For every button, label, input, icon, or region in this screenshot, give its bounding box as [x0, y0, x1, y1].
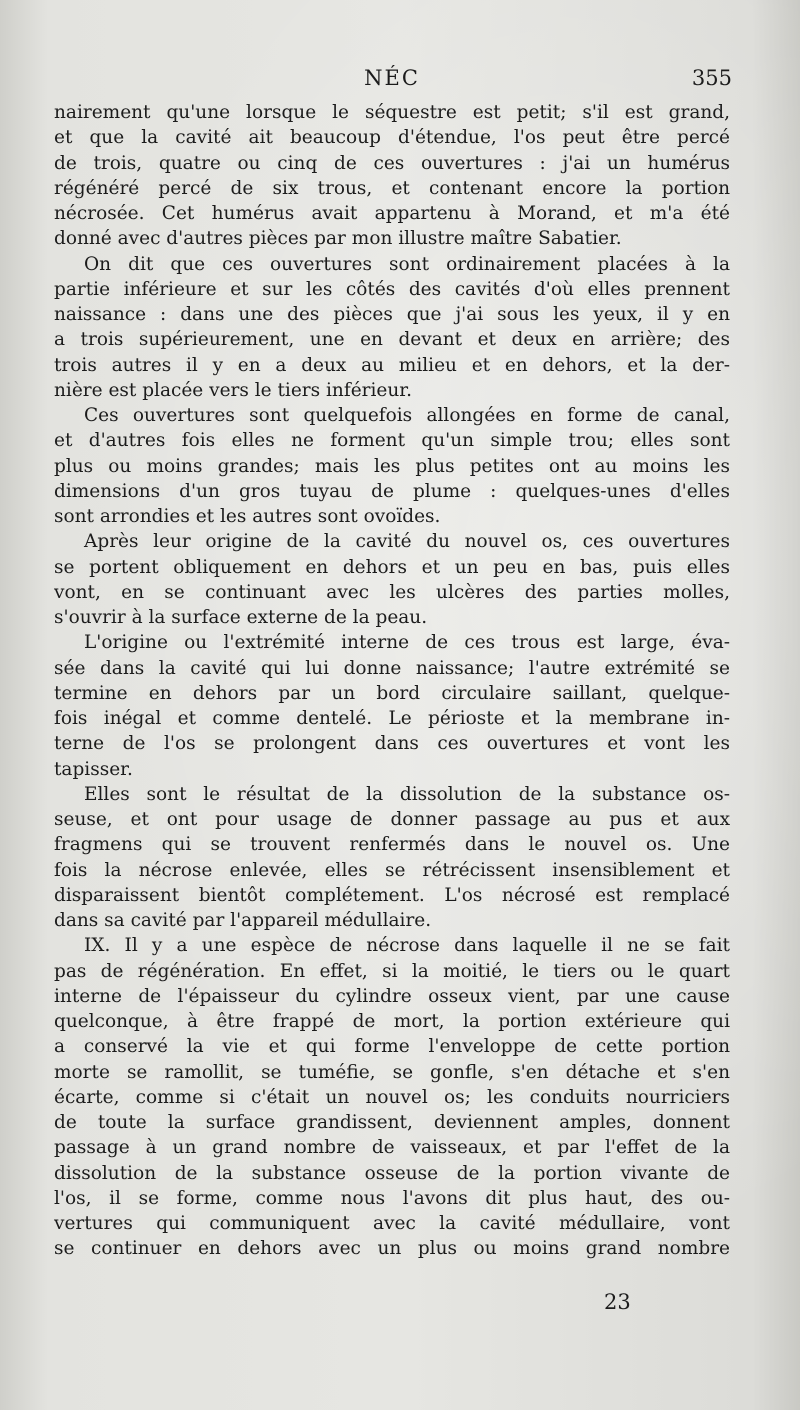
text-line: et que la cavité ait beaucoup d'étendue, l'os peut être percé — [54, 127, 730, 149]
text-line: disparaissent bientôt complétement. L'os nécrosé est remplacé — [54, 884, 730, 906]
text-line: de trois, quatre ou cinq de ces ouvertures : j'ai un humérus — [54, 152, 730, 174]
text-line: fois la nécrose enlevée, elles se rétrécissent insensiblement et — [54, 859, 730, 881]
text-line: et d'autres fois elles ne forment qu'un simple trou; elles sont — [54, 430, 730, 452]
text-line: vont, en se continuant avec les ulcères des parties molles, — [54, 581, 730, 603]
text-line: écarte, comme si c'était un nouvel os; les conduits nourriciers — [54, 1086, 730, 1108]
running-head — [52, 66, 732, 102]
text-line: sont arrondies et les autres sont ovoïdes. — [54, 506, 441, 527]
text-line: a trois supérieurement, une en devant et deux en arrière; des — [54, 329, 730, 351]
signature-mark: 23 — [604, 1290, 631, 1314]
text-line: Après leur origine de la cavité du nouvel os, ces ouvertures — [84, 531, 730, 553]
text-line: dimensions d'un gros tuyau de plume : quelques-unes d'elles — [54, 480, 730, 502]
text-line: nairement qu'une lorsque le séquestre est petit; s'il est grand, — [54, 102, 730, 123]
text-line: a conservé la vie et qui forme l'enveloppe de cette portion — [54, 1036, 730, 1058]
page-number: 355 — [691, 66, 732, 90]
text-line: interne de l'épaisseur du cylindre osseux vient, par une cause — [54, 985, 730, 1007]
text-line: terne de l'os se prolongent dans ces ouvertures et vont les — [54, 733, 730, 755]
running-head-title: NÉC — [364, 66, 420, 90]
text-line: régénéré percé de six trous, et contenant encore la portion — [54, 177, 730, 199]
text-line: tapisser. — [54, 758, 133, 780]
text-line: l'os, il se forme, comme nous l'avons dit plus haut, des ou- — [54, 1187, 730, 1209]
text-line: dans sa cavité par l'appareil médullaire. — [54, 910, 432, 931]
text-line: pas de régénération. En effet, si la moitié, le tiers ou le quart — [54, 960, 730, 982]
text-line: seuse, et ont pour usage de donner passage au pus et aux — [54, 809, 730, 830]
text-line: On dit que ces ouvertures sont ordinairement placées à la — [84, 253, 730, 275]
text-line: L'origine ou l'extrémité interne de ces trous est large, éva- — [84, 632, 730, 654]
text-line: vertures qui communiquent avec la cavité médullaire, vont — [54, 1213, 730, 1234]
text-line: partie inférieure et sur les côtés des cavités d'où elles prennent — [54, 278, 730, 300]
text-line: passage à un grand nombre de vaisseaux, et par l'effet de la — [54, 1137, 730, 1159]
text-line: s'ouvrir à la surface externe de la peau. — [54, 607, 428, 628]
text-line: plus ou moins grandes; mais les plus petites ont au moins les — [54, 455, 730, 477]
text-line: Ces ouvertures sont quelquefois allongées en forme de canal, — [84, 405, 730, 426]
text-line: fragmens qui se trouvent renfermés dans le nouvel os. Une — [54, 834, 730, 856]
text-line: dissolution de la substance osseuse de la portion vivante de — [54, 1162, 730, 1184]
text-line: donné avec d'autres pièces par mon illustre maître Sabatier. — [54, 228, 622, 250]
text-line: naissance : dans une des pièces que j'ai sous les yeux, il y en — [54, 304, 730, 325]
text-line: nière est placée vers le tiers inférieur. — [54, 379, 412, 401]
text-line: morte se ramollit, se tuméfie, se gonfle, s'en détache et s'en — [54, 1061, 730, 1083]
text-line: termine en dehors par un bord circulaire saillant, quelque- — [54, 682, 730, 704]
text-line: Elles sont le résultat de la dissolution de la substance os- — [84, 783, 730, 805]
text-line: se continuer en dehors avec un plus ou moins grand nombre — [54, 1238, 730, 1260]
body-text — [54, 100, 730, 1262]
text-line: se portent obliquement en dehors et un peu en bas, puis elles — [54, 556, 730, 578]
text-line: de toute la surface grandissent, deviennent amples, donnent — [54, 1112, 730, 1133]
text-line: sée dans la cavité qui lui donne naissance; l'autre extrémité se — [54, 657, 730, 679]
text-line: IX. Il y a une espèce de nécrose dans laquelle il ne se fait — [84, 935, 730, 957]
text-line: fois inégal et comme dentelé. Le périoste et la membrane in- — [54, 708, 730, 729]
text-line: quelconque, à être frappé de mort, la portion extérieure qui — [54, 1011, 730, 1032]
text-line: trois autres il y en a deux au milieu et en dehors, et la der- — [54, 354, 730, 376]
text-line: nécrosée. Cet humérus avait appartenu à Morand, et m'a été — [54, 203, 730, 224]
